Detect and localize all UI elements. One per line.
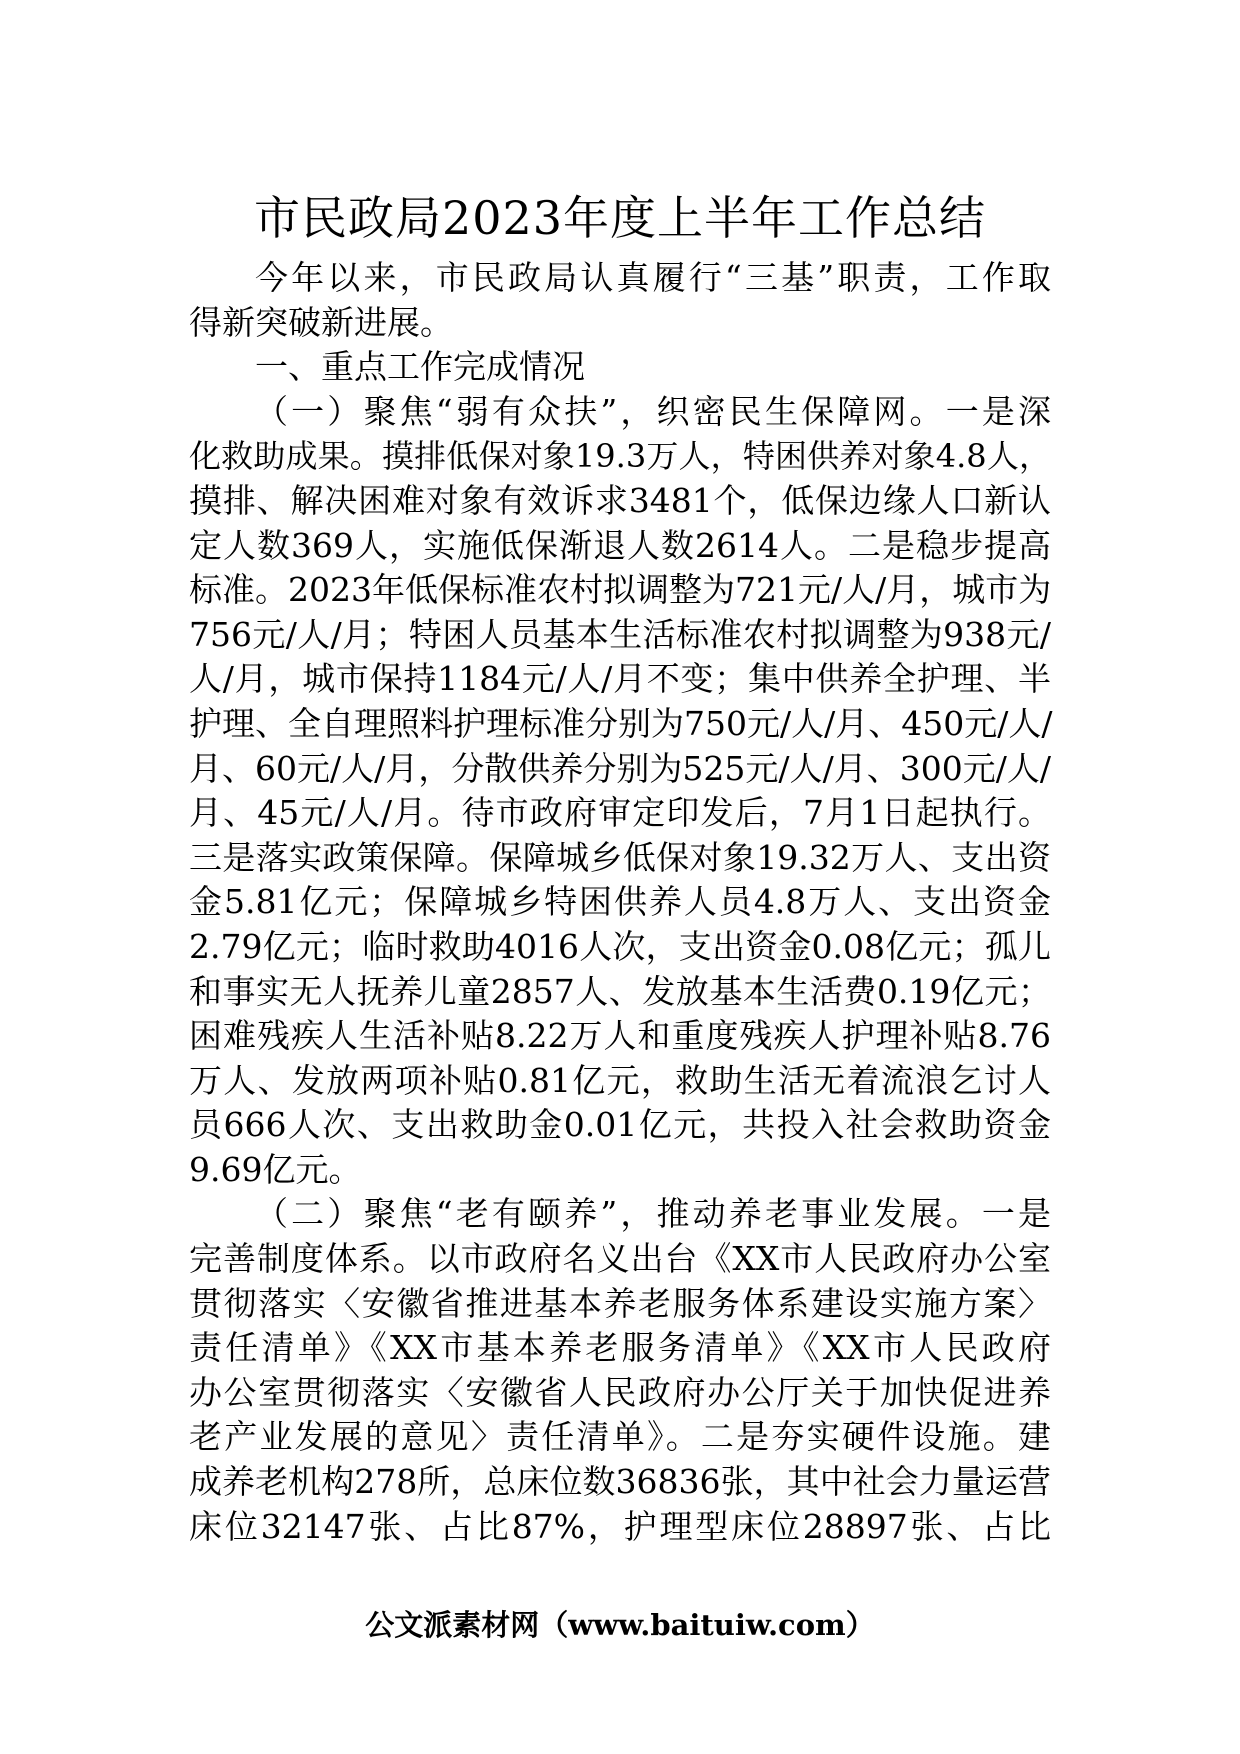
text-line: 床位32147张、占比87%，护理型床位28897张、占比 <box>189 1506 1051 1546</box>
text-line: 得新突破新进展。 <box>189 302 453 342</box>
document-body <box>189 256 1051 1549</box>
text-line: 和事实无人抚养儿童2857人、发放基本生活费0.19亿元； <box>189 971 1051 1011</box>
text-line: 贯彻落实〈安徽省推进基本养老服务体系建设实施方案〉 <box>189 1283 1051 1323</box>
text-line: 标准。2023年低保标准农村拟调整为721元/人/月，城市为 <box>189 570 1052 610</box>
text-line: 人/月，城市保持1184元/人/月不变；集中供养全护理、半 <box>189 659 1051 699</box>
text-line: 化救助成果。摸排低保对象19.3万人，特困供养对象4.8人， <box>189 437 1051 476</box>
footer-watermark: 公文派素材网（www.baituiw.com） <box>365 1608 875 1642</box>
text-line: 万人、发放两项补贴0.81亿元，救助生活无着流浪乞讨人 <box>189 1060 1051 1100</box>
text-line: 月、45元/人/月。待市政府审定印发后，7月1日起执行。 <box>189 793 1051 833</box>
text-line: 完善制度体系。以市政府名义出台《XX市人民政府办公室 <box>189 1239 1051 1279</box>
text-line: 责任清单》《XX市基本养老服务清单》《XX市人民政府 <box>189 1328 1051 1368</box>
document-title: 市民政局2023年度上半年工作总结 <box>253 191 987 245</box>
text-line: 护理、全自理照料护理标准分别为750元/人/月、450元/人/ <box>189 703 1053 743</box>
text-line: 成养老机构278所，总床位数36836张，其中社会力量运营 <box>189 1462 1051 1502</box>
text-line: 老产业发展的意见〉责任清单》。二是夯实硬件设施。建 <box>189 1417 1051 1457</box>
text-line: （一）聚焦“弱有众扶”，织密民生保障网。一是深 <box>255 391 1051 431</box>
text-line: （二）聚焦“老有颐养”，推动养老事业发展。一是 <box>255 1194 1051 1234</box>
text-line: 9.69亿元。 <box>189 1149 362 1189</box>
text-line: 月、60元/人/月，分散供养分别为525元/人/月、300元/人/ <box>189 748 1051 788</box>
text-line: 办公室贯彻落实〈安徽省人民政府办公厅关于加快促进养 <box>189 1372 1051 1412</box>
text-line: 今年以来，市民政局认真履行“三基”职责，工作取 <box>255 258 1051 297</box>
text-line: 2.79亿元；临时救助4016人次，支出资金0.08亿元；孤儿 <box>189 926 1051 966</box>
text-line: 困难残疾人生活补贴8.22万人和重度残疾人护理补贴8.76 <box>189 1016 1051 1056</box>
text-line: 一、重点工作完成情况 <box>255 347 585 387</box>
text-line: 定人数369人，实施低保渐退人数2614人。二是稳步提高 <box>189 525 1051 565</box>
text-line: 金5.81亿元；保障城乡特困供养人员4.8万人、支出资金 <box>189 882 1051 922</box>
text-line: 摸排、解决困难对象有效诉求3481个，低保边缘人口新认 <box>189 480 1051 520</box>
text-line: 三是落实政策保障。保障城乡低保对象19.32万人、支出资 <box>189 837 1051 877</box>
text-line: 756元/人/月；特困人员基本生活标准农村拟调整为938元/ <box>189 614 1051 654</box>
text-line: 员666人次、支出救助金0.01亿元，共投入社会救助资金 <box>189 1105 1051 1145</box>
